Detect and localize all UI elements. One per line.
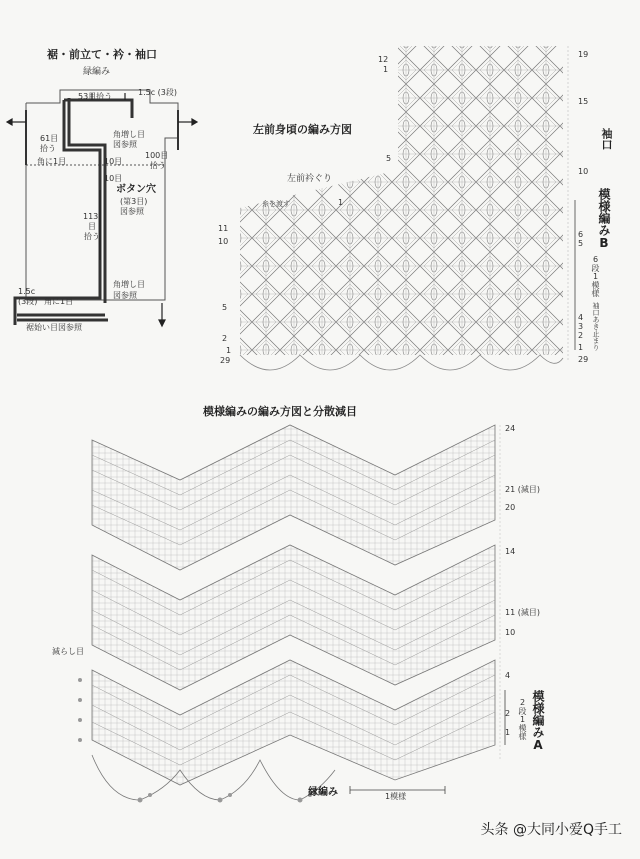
schematic-corner-inc2-a: 角増し目 bbox=[113, 280, 145, 289]
pattern-row: 1 bbox=[505, 728, 511, 737]
front-top-row: 1 bbox=[383, 65, 389, 74]
watermark: 头条 @大同小爱Q手工 bbox=[480, 822, 622, 838]
pattern-row: 4 bbox=[505, 671, 511, 680]
pattern-row: 14 bbox=[505, 547, 516, 556]
front-right-row: 10 bbox=[578, 167, 589, 176]
schematic-subtitle: 緑編み bbox=[83, 67, 111, 77]
front-sleeve-label: 袖口 bbox=[600, 128, 613, 150]
left-front-neck-label: 左前衿ぐり bbox=[287, 174, 333, 184]
front-pattern-note: 6段1模様 bbox=[591, 255, 600, 297]
schematic-corner-inc-a: 角増し目 bbox=[113, 130, 145, 139]
front-right-row: 1 bbox=[578, 343, 584, 352]
pattern-a-note: 2段1模様 bbox=[518, 698, 527, 740]
front-left-row: 5 bbox=[222, 303, 228, 312]
front-neck-row: 5 bbox=[386, 154, 392, 163]
schematic-left-pickup: 拾う bbox=[40, 144, 56, 153]
front-right-row: 3 bbox=[578, 322, 584, 331]
schematic-top-pickup: 53目拾う bbox=[78, 92, 113, 101]
front-right-row: 4 bbox=[578, 313, 584, 322]
schematic-bottom-left-a: 1.5c bbox=[18, 287, 36, 296]
front-right-row: 19 bbox=[578, 50, 589, 59]
schematic-top-right: 1.5c (3段) bbox=[138, 88, 177, 97]
schematic-front-count: 113 bbox=[83, 212, 99, 221]
schematic-sleeve-count: 100目 bbox=[145, 151, 169, 160]
front-right-row: 5 bbox=[578, 239, 584, 248]
schematic-button-note: (第3目) bbox=[120, 197, 148, 206]
schematic-corner-bottom: 角に1目 bbox=[44, 297, 74, 306]
front-left-row: 10 bbox=[218, 237, 229, 246]
schematic-sleeve-pickup: 拾う bbox=[150, 161, 166, 170]
front-left-row: 29 bbox=[220, 356, 231, 365]
schematic-ten-a: 10目 bbox=[104, 157, 123, 166]
front-left-row: 1 bbox=[226, 346, 232, 355]
front-left-row: 11 bbox=[218, 224, 229, 233]
pattern-row: 20 bbox=[505, 503, 516, 512]
pattern-repeat-label: 1模様 bbox=[385, 792, 407, 801]
schematic-title: 裾・前立て・衿・袖口 bbox=[47, 48, 157, 61]
left-front-title: 左前身頃の編み方図 bbox=[253, 123, 352, 136]
schematic-corner-inc2-b: 図参照 bbox=[113, 291, 137, 300]
pattern-border-label: 縁編み bbox=[308, 787, 338, 798]
front-edge-note: 袖口あき止まり bbox=[592, 302, 600, 351]
pattern-dec-label: 減らし目 bbox=[52, 647, 84, 656]
schematic-left-pickup-count: 61目 bbox=[40, 134, 59, 143]
front-pattern-label: 模様編みB bbox=[597, 188, 611, 250]
schematic-bottom-left-b: (3段) bbox=[18, 297, 38, 306]
front-right-row: 15 bbox=[578, 97, 589, 106]
pattern-row: 24 bbox=[505, 424, 516, 433]
schematic-ten-b: 10目 bbox=[104, 174, 123, 183]
pattern-chart-title: 模様編みの編み方図と分散減目 bbox=[203, 405, 357, 418]
front-right-row: 6 bbox=[578, 230, 584, 239]
pattern-a-label: 模様編みA bbox=[531, 690, 545, 752]
schematic-hem-ref: 裾始い目図参照 bbox=[26, 323, 82, 332]
schematic-front-unit: 目 bbox=[88, 222, 96, 231]
pattern-row: 10 bbox=[505, 628, 516, 637]
schematic-front-pickup: 拾う bbox=[84, 232, 100, 241]
front-right-row: 29 bbox=[578, 355, 589, 364]
pattern-row: 21 (減目) bbox=[505, 485, 540, 494]
schematic-corner-inc-b: 図参照 bbox=[113, 140, 137, 149]
front-right-row: 2 bbox=[578, 331, 584, 340]
front-left-row: 2 bbox=[222, 334, 228, 343]
schematic-button-ref: 図参照 bbox=[120, 207, 144, 216]
front-neck-row: 1 bbox=[338, 198, 344, 207]
front-top-row: 12 bbox=[378, 55, 389, 64]
schematic-button-hole: ボタン穴 bbox=[116, 184, 156, 195]
schematic-corner-top: 角に1目 bbox=[37, 157, 67, 166]
pattern-row: 11 (減目) bbox=[505, 608, 540, 617]
pattern-row: 2 bbox=[505, 709, 511, 718]
